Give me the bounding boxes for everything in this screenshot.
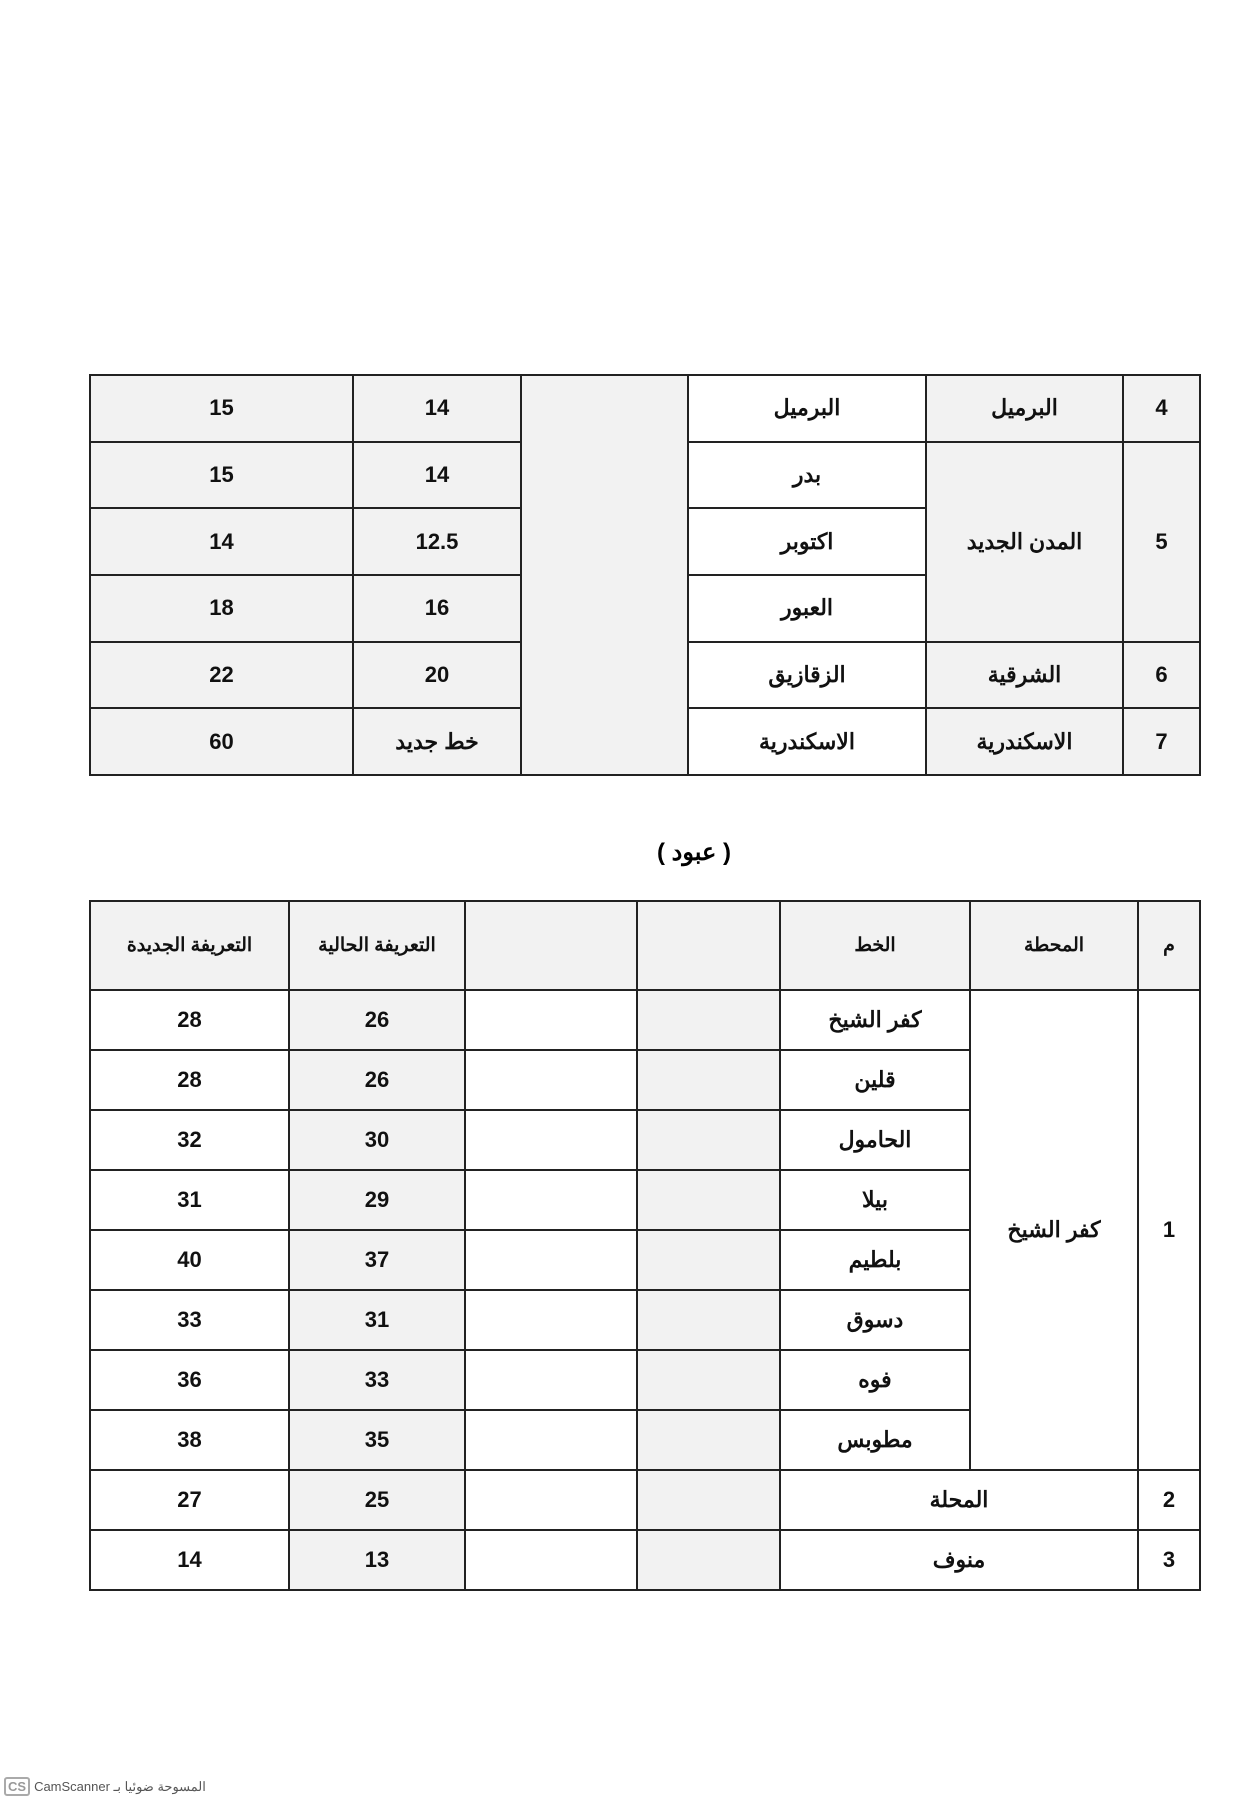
line-cell: دسوق: [780, 1290, 970, 1350]
station-cell: البرميل: [926, 375, 1123, 442]
station-cell: الاسكندرية: [926, 708, 1123, 775]
table-row: [90, 1530, 1200, 1590]
new-fare-cell: 18: [90, 575, 353, 642]
section-title: ( عبود ): [657, 839, 731, 866]
row-number: 1: [1138, 990, 1200, 1470]
new-fare-cell: 40: [90, 1230, 289, 1290]
empty-cell: [637, 1050, 780, 1110]
row-number: 2: [1138, 1470, 1200, 1530]
current-fare-cell: 14: [353, 375, 521, 442]
line-cell: البرميل: [688, 375, 926, 442]
new-fare-cell: 38: [90, 1410, 289, 1470]
line-cell: الزقازيق: [688, 642, 926, 709]
current-fare-cell: 31: [289, 1290, 465, 1350]
new-fare-cell: 32: [90, 1110, 289, 1170]
table-row: [90, 375, 1200, 442]
empty-cell: [465, 1110, 637, 1170]
station-cell: الشرقية: [926, 642, 1123, 709]
empty-cell: [465, 1170, 637, 1230]
empty-cell: [465, 1290, 637, 1350]
header-line: الخط: [780, 901, 970, 990]
empty-cell: [465, 1350, 637, 1410]
current-fare-cell: 14: [353, 442, 521, 509]
row-number: 3: [1138, 1530, 1200, 1590]
current-fare-cell: 16: [353, 575, 521, 642]
empty-cell: [637, 1470, 780, 1530]
current-fare-cell: 20: [353, 642, 521, 709]
line-cell: بلطيم: [780, 1230, 970, 1290]
line-cell: كفر الشيخ: [780, 990, 970, 1050]
current-fare-cell: 37: [289, 1230, 465, 1290]
line-cell: بيلا: [780, 1170, 970, 1230]
row-number: 7: [1123, 708, 1200, 775]
new-fare-cell: 31: [90, 1170, 289, 1230]
row-number: 6: [1123, 642, 1200, 709]
empty-cell: [465, 1050, 637, 1110]
table-row: [90, 1470, 1200, 1530]
current-fare-cell: 30: [289, 1110, 465, 1170]
empty-cell: [637, 1110, 780, 1170]
new-fare-cell: 15: [90, 375, 353, 442]
current-fare-cell: 35: [289, 1410, 465, 1470]
current-fare-cell: 26: [289, 1050, 465, 1110]
current-fare-cell: 25: [289, 1470, 465, 1530]
fare-table-2: [89, 900, 1201, 1591]
header-station: المحطة: [970, 901, 1138, 990]
current-fare-cell: 29: [289, 1170, 465, 1230]
new-fare-cell: 28: [90, 990, 289, 1050]
new-fare-cell: 33: [90, 1290, 289, 1350]
new-fare-cell: 28: [90, 1050, 289, 1110]
new-fare-cell: 15: [90, 442, 353, 509]
station-cell: منوف: [780, 1530, 1138, 1590]
empty-cell: [637, 1290, 780, 1350]
empty-cell: [465, 1470, 637, 1530]
line-cell: قلين: [780, 1050, 970, 1110]
header-empty: [465, 901, 637, 990]
current-fare-cell: 33: [289, 1350, 465, 1410]
line-cell: العبور: [688, 575, 926, 642]
empty-cell: [637, 1170, 780, 1230]
station-cell: كفر الشيخ: [970, 990, 1138, 1470]
table-row: [90, 990, 1200, 1050]
new-fare-cell: 36: [90, 1350, 289, 1410]
row-number: 5: [1123, 442, 1200, 642]
row-number: 4: [1123, 375, 1200, 442]
new-fare-cell: 14: [90, 1530, 289, 1590]
header-row: [90, 901, 1200, 990]
empty-cell: [637, 1230, 780, 1290]
new-fare-cell: 60: [90, 708, 353, 775]
camscanner-watermark: [4, 1777, 206, 1796]
header-num: م: [1138, 901, 1200, 990]
line-cell: الحامول: [780, 1110, 970, 1170]
empty-cell: [637, 1410, 780, 1470]
current-fare-cell: 13: [289, 1530, 465, 1590]
empty-cell: [465, 1530, 637, 1590]
line-cell: مطوبس: [780, 1410, 970, 1470]
line-cell: بدر: [688, 442, 926, 509]
empty-cell: [465, 990, 637, 1050]
current-fare-cell: 26: [289, 990, 465, 1050]
header-new-fare: التعريفة الجديدة: [90, 901, 289, 990]
new-fare-cell: 27: [90, 1470, 289, 1530]
line-cell: اكتوبر: [688, 508, 926, 575]
header-current-fare: التعريفة الحالية: [289, 901, 465, 990]
station-cell: المحلة: [780, 1470, 1138, 1530]
empty-cell: [465, 1230, 637, 1290]
empty-cell: [637, 1350, 780, 1410]
new-fare-cell: 22: [90, 642, 353, 709]
empty-column: [521, 375, 688, 775]
empty-cell: [637, 990, 780, 1050]
current-fare-cell: خط جديد: [353, 708, 521, 775]
empty-cell: [465, 1410, 637, 1470]
camscanner-logo: CS: [4, 1777, 30, 1796]
station-cell: المدن الجديد: [926, 442, 1123, 642]
watermark-text: المسوحة ضوئيا بـ CamScanner: [34, 1778, 206, 1794]
line-cell: فوه: [780, 1350, 970, 1410]
line-cell: الاسكندرية: [688, 708, 926, 775]
fare-table-1: [89, 374, 1201, 776]
new-fare-cell: 14: [90, 508, 353, 575]
current-fare-cell: 12.5: [353, 508, 521, 575]
header-empty: [637, 901, 780, 990]
empty-cell: [637, 1530, 780, 1590]
